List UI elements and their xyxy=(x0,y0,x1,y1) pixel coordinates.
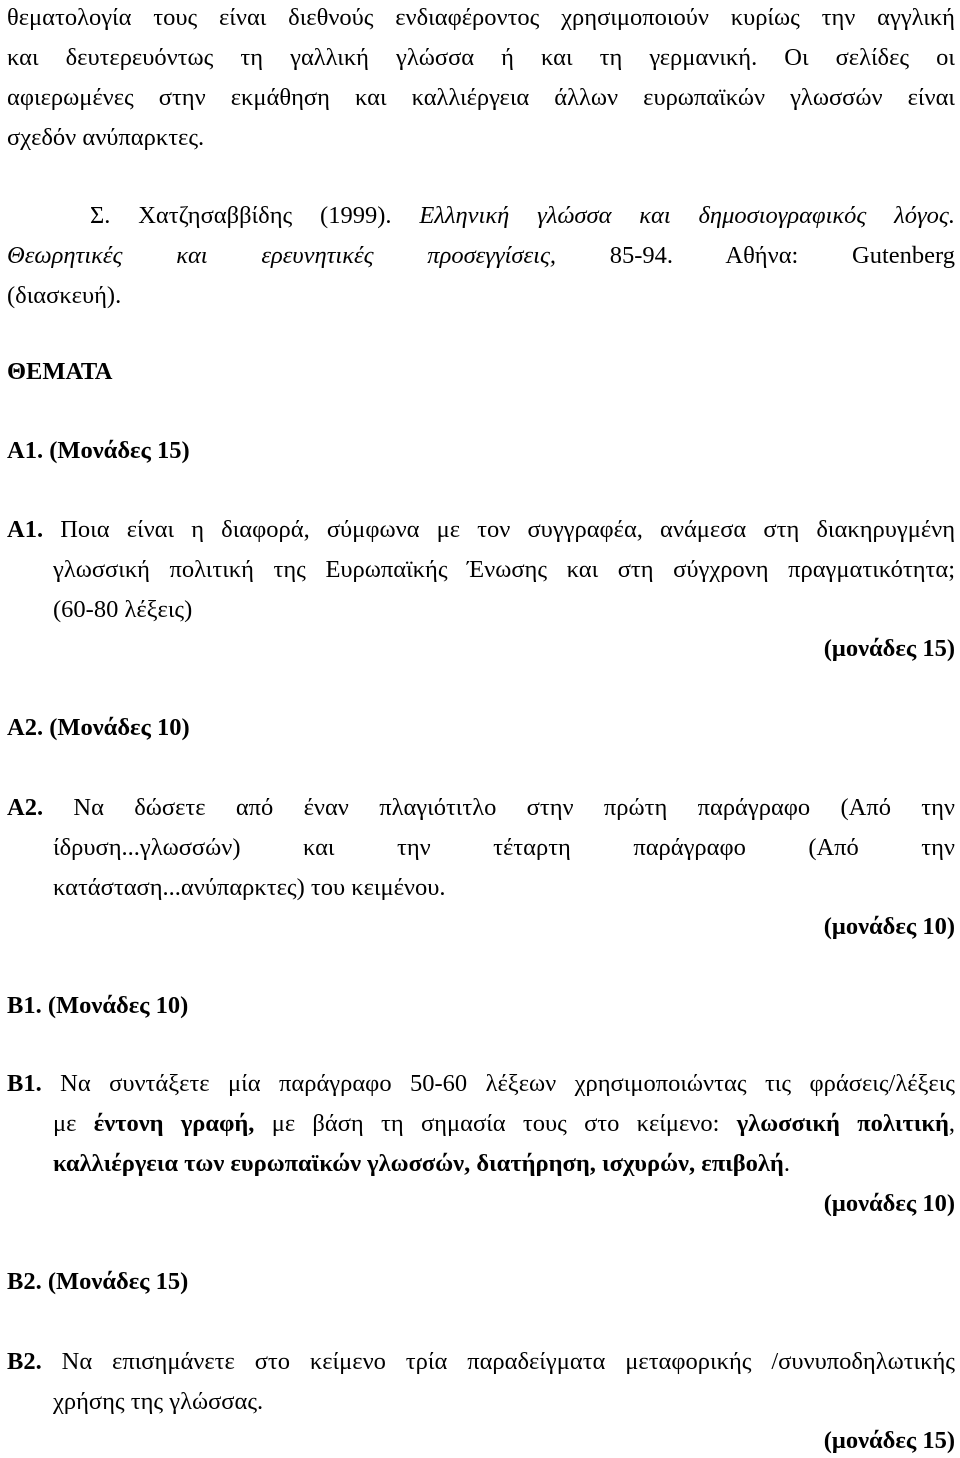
question-b2-line-1 xyxy=(7,1350,955,1375)
question-b1-text-2c: με βάση τη σημασία τους στο κείμενο: xyxy=(271,1110,720,1137)
question-b1-points: (μονάδες 10) xyxy=(823,1190,955,1217)
question-a2-number: Α2. xyxy=(7,794,44,821)
question-a1-points: (μονάδες 15) xyxy=(823,635,955,662)
question-b1-line-2 xyxy=(53,1112,955,1137)
question-a1-text-1: Ποια είναι η διαφορά, σύμφωνα με τον συγγραφέα, ανάμεσα στη διακηρυγμένη xyxy=(60,516,956,543)
section-heading: ΘΕΜΑΤΑ xyxy=(7,358,113,385)
question-a2-line-1 xyxy=(7,796,955,821)
question-b1-text-2a: με xyxy=(53,1110,77,1137)
question-a1-title: Α1. (Μονάδες 15) xyxy=(7,437,190,464)
question-a1-line-1 xyxy=(7,518,955,543)
question-a2-points: (μονάδες 10) xyxy=(823,913,955,940)
question-b2-number: Β2. xyxy=(7,1348,42,1375)
citation-title-a: Ελληνική γλώσσα και δημοσιογραφικός λόγος. xyxy=(419,202,956,229)
question-b1-title: Β1. (Μονάδες 10) xyxy=(7,992,189,1019)
citation-line-2 xyxy=(7,244,955,269)
citation-rest: 85-94. Αθήνα: Gutenberg xyxy=(609,242,956,269)
question-b2-text-1: Να επισημάνετε στο κείμενο τρία παραδείγματα μεταφορικής /συνυποδηλωτικής xyxy=(61,1348,955,1375)
question-b1-comma: , xyxy=(948,1110,956,1137)
question-b1-bold-3: καλλιέργεια των ευρωπαϊκών γλωσσών, διατήρηση, ισχυρών, επιβολή xyxy=(53,1150,784,1177)
question-b2-points: (μονάδες 15) xyxy=(823,1427,955,1454)
intro-line-2: και δευτερευόντως τη γαλλική γλώσσα ή και τη γερμανική. Οι σελίδες οι xyxy=(7,44,955,71)
question-a2-title: Α2. (Μονάδες 10) xyxy=(7,714,190,741)
question-a1-line-2: γλωσσική πολιτική της Ευρωπαϊκής Ένωσης και στη σύγχρονη πραγματικότητα; xyxy=(53,556,955,583)
question-a2-line-2: ίδρυση...γλωσσών) και την τέταρτη παράγραφο (Από την xyxy=(53,834,955,861)
question-a1-number: Α1. xyxy=(7,516,44,543)
intro-line-3: αφιερωμένες στην εκμάθηση και καλλιέργεια άλλων ευρωπαϊκών γλωσσών είναι xyxy=(7,84,955,111)
question-b1-line-3 xyxy=(53,1152,790,1177)
question-b2-title: Β2. (Μονάδες 15) xyxy=(7,1268,189,1295)
question-a1-line-3: (60-80 λέξεις) xyxy=(53,596,193,623)
intro-line-4: σχεδόν ανύπαρκτες. xyxy=(7,124,205,151)
question-b1-period: . xyxy=(783,1150,790,1177)
intro-line-1: θεματολογία τους είναι διεθνούς ενδιαφέροντος χρησιμοποιούν κυρίως την αγγλική xyxy=(7,4,955,31)
question-b1-text-1: Να συντάξετε μία παράγραφο 50-60 λέξεων χρησιμοποιώντας τις φράσεις/λέξεις xyxy=(60,1070,956,1097)
question-b2-line-2: χρήσης της γλώσσας. xyxy=(53,1388,264,1415)
question-a2-line-3: κατάσταση...ανύπαρκτες) του κειμένου. xyxy=(53,874,446,901)
question-a2-text-1: Να δώσετε από έναν πλαγιότιτλο στην πρώτη παράγραφο (Από την xyxy=(73,794,955,821)
citation-line-1 xyxy=(90,204,955,229)
question-b1-number: Β1. xyxy=(7,1070,42,1097)
question-b1-bold-1: έντονη γραφή, xyxy=(93,1110,255,1137)
citation-author: Σ. Χατζησαββίδης (1999). xyxy=(90,202,392,229)
citation-note: (διασκευή). xyxy=(7,282,122,309)
question-b1-line-1 xyxy=(7,1072,955,1097)
citation-title-b: Θεωρητικές και ερευνητικές προσεγγίσεις, xyxy=(7,242,557,269)
question-b1-bold-2: γλωσσική πολιτική xyxy=(736,1110,949,1137)
